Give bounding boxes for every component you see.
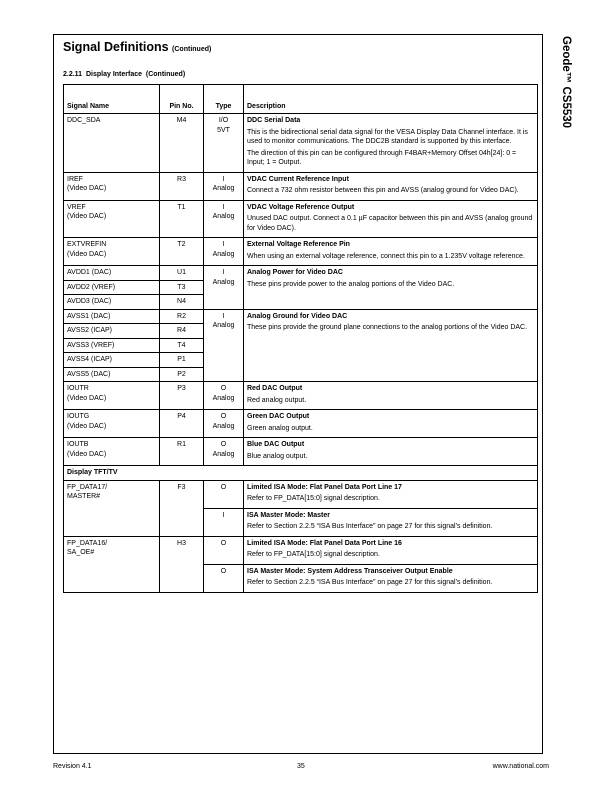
desc-title: Limited ISA Mode: Flat Panel Data Port Line 16 — [247, 539, 402, 547]
signal-description — [244, 266, 538, 310]
table-section-row — [64, 466, 538, 481]
signal-type: I Analog — [204, 172, 244, 200]
signal-name: FP_DATA17/ MASTER# — [64, 480, 160, 536]
col-header-pin: Pin No. — [160, 85, 204, 114]
signal-name: VREF (Video DAC) — [64, 200, 160, 238]
footer-page-number: 35 — [297, 763, 305, 770]
pin-no: P4 — [160, 410, 204, 438]
signal-name: IOUTB (Video DAC) — [64, 438, 160, 466]
desc-title: ISA Master Mode: Master — [247, 511, 330, 519]
page-heading — [63, 40, 211, 54]
signal-name: AVDD2 (VREF) — [64, 280, 160, 295]
table-row — [64, 536, 538, 564]
desc-title: VDAC Voltage Reference Output — [247, 203, 355, 211]
signal-description — [244, 238, 538, 266]
signal-type: I/O 5VT — [204, 114, 244, 173]
table-row — [64, 438, 538, 466]
section-title: Display Interface — [85, 71, 142, 78]
pin-no: F3 — [160, 480, 204, 536]
desc-text: Unused DAC output. Connect a 0.1 µF capacitor between this pin and AVSS (analog ground for Video DAC). — [247, 215, 533, 232]
table-row — [64, 480, 538, 508]
table-row — [64, 238, 538, 266]
desc-title: Analog Ground for Video DAC — [247, 312, 348, 320]
table-row — [64, 172, 538, 200]
desc-text: This is the bidirectional serial data signal for the VESA Display Data Channel interface. It is used to monitor communications. The DDC2B standard is supported by this interface. — [247, 128, 528, 145]
signal-description — [244, 200, 538, 238]
signal-name: FP_DATA16/ SA_OE# — [64, 536, 160, 592]
signal-description — [244, 410, 538, 438]
desc-text: Refer to FP_DATA[15:0] signal description. — [247, 551, 380, 558]
desc-title: DDC Serial Data — [247, 117, 301, 124]
heading-continued: (Continued) — [172, 46, 212, 53]
col-header-type: Type — [204, 85, 244, 114]
signal-type: O Analog — [204, 382, 244, 410]
signal-name: AVSS1 (DAC) — [64, 309, 160, 324]
signal-type: O — [204, 480, 244, 508]
signal-description — [244, 309, 538, 382]
signal-type: O Analog — [204, 438, 244, 466]
desc-text: Refer to Section 2.2.5 “ISA Bus Interface” on page 27 for this signal’s definition. — [247, 523, 493, 530]
pin-no: P2 — [160, 367, 204, 382]
table-row — [64, 200, 538, 238]
pin-no: P1 — [160, 353, 204, 368]
signal-description — [244, 536, 538, 564]
pin-no: P3 — [160, 382, 204, 410]
desc-text: These pins provide the ground plane connections to the analog portions of the Video DAC. — [247, 324, 528, 331]
desc-title: External Voltage Reference Pin — [247, 241, 350, 248]
signal-description — [244, 172, 538, 200]
footer-url: www.national.com — [492, 763, 549, 770]
desc-title: Green DAC Output — [247, 413, 310, 420]
signal-description — [244, 480, 538, 508]
signal-type: O — [204, 564, 244, 592]
pin-no: T1 — [160, 200, 204, 238]
pin-no: U1 — [160, 266, 204, 281]
desc-title: Analog Power for Video DAC — [247, 269, 343, 276]
desc-text: Refer to Section 2.2.5 “ISA Bus Interface” on page 27 for this signal’s definition. — [247, 579, 493, 586]
signal-type: O Analog — [204, 410, 244, 438]
signal-type: I Analog — [204, 238, 244, 266]
pin-no: R1 — [160, 438, 204, 466]
signal-name: AVSS4 (ICAP) — [64, 353, 160, 368]
signal-type: I Analog — [204, 200, 244, 238]
signal-description — [244, 508, 538, 536]
desc-title: Red DAC Output — [247, 385, 303, 392]
signal-type: I Analog — [204, 266, 244, 310]
signal-name: DDC_SDA — [64, 114, 160, 173]
col-header-name: Signal Name — [64, 85, 160, 114]
pin-no: R4 — [160, 324, 204, 339]
table-row — [64, 114, 538, 173]
signal-table — [63, 84, 538, 593]
signal-name: AVDD1 (DAC) — [64, 266, 160, 281]
signal-name: IOUTG (Video DAC) — [64, 410, 160, 438]
desc-text: Blue analog output. — [247, 452, 308, 460]
signal-description — [244, 438, 538, 466]
signal-name: IREF (Video DAC) — [64, 172, 160, 200]
section-number: 2.2.11 — [63, 71, 83, 78]
desc-title: ISA Master Mode: System Address Transceiver Output Enable — [247, 567, 453, 575]
signal-name: AVSS3 (VREF) — [64, 338, 160, 353]
section-heading — [63, 71, 185, 78]
section-row-label: Display TFT/TV — [64, 466, 538, 481]
table-header-row — [64, 85, 538, 114]
desc-title: VDAC Current Reference Input — [247, 175, 349, 183]
section-continued: (Continued) — [145, 71, 186, 78]
signal-name: EXTVREFIN (Video DAC) — [64, 238, 160, 266]
signal-name: AVSS5 (DAC) — [64, 367, 160, 382]
desc-text: Green analog output. — [247, 424, 313, 432]
signal-description — [244, 114, 538, 173]
table-row — [64, 266, 538, 281]
desc-text: Connect a 732 ohm resistor between this pin and AVSS (analog ground for Video DAC). — [247, 187, 519, 194]
pin-no: N4 — [160, 295, 204, 310]
signal-type: I — [204, 508, 244, 536]
table-row — [64, 309, 538, 324]
pin-no: R3 — [160, 172, 204, 200]
pin-no: M4 — [160, 114, 204, 173]
desc-title: Limited ISA Mode: Flat Panel Data Port Line 17 — [247, 483, 402, 491]
side-title-text: Geode™ CS5530 — [560, 36, 572, 129]
heading-title: Signal Definitions — [63, 40, 169, 54]
pin-no: H3 — [160, 536, 204, 592]
pin-no: R2 — [160, 309, 204, 324]
signal-description — [244, 382, 538, 410]
signal-description — [244, 564, 538, 592]
desc-text: These pins provide power to the analog portions of the Video DAC. — [247, 280, 455, 288]
desc-text: Refer to FP_DATA[15:0] signal description. — [247, 495, 380, 502]
signal-name: AVDD3 (DAC) — [64, 295, 160, 310]
footer-revision: Revision 4.1 — [53, 763, 92, 770]
desc-title: Blue DAC Output — [247, 441, 305, 448]
signal-type: O — [204, 536, 244, 564]
table-row — [64, 382, 538, 410]
signal-name: AVSS2 (ICAP) — [64, 324, 160, 339]
signal-name: IOUTR (Video DAC) — [64, 382, 160, 410]
pin-no: T3 — [160, 280, 204, 295]
side-product-title — [555, 36, 575, 196]
col-header-desc: Description — [244, 85, 538, 114]
desc-text: Red analog output. — [247, 396, 307, 404]
table-row — [64, 410, 538, 438]
desc-text: When using an external voltage reference, connect this pin to a 1.235V voltage reference. — [247, 252, 525, 260]
pin-no: T4 — [160, 338, 204, 353]
signal-type: I Analog — [204, 309, 244, 382]
desc-text: The direction of this pin can be configured through F4BAR+Memory Offset 04h[24]: 0 = Input; 1 = Output. — [247, 149, 517, 166]
pin-no: T2 — [160, 238, 204, 266]
